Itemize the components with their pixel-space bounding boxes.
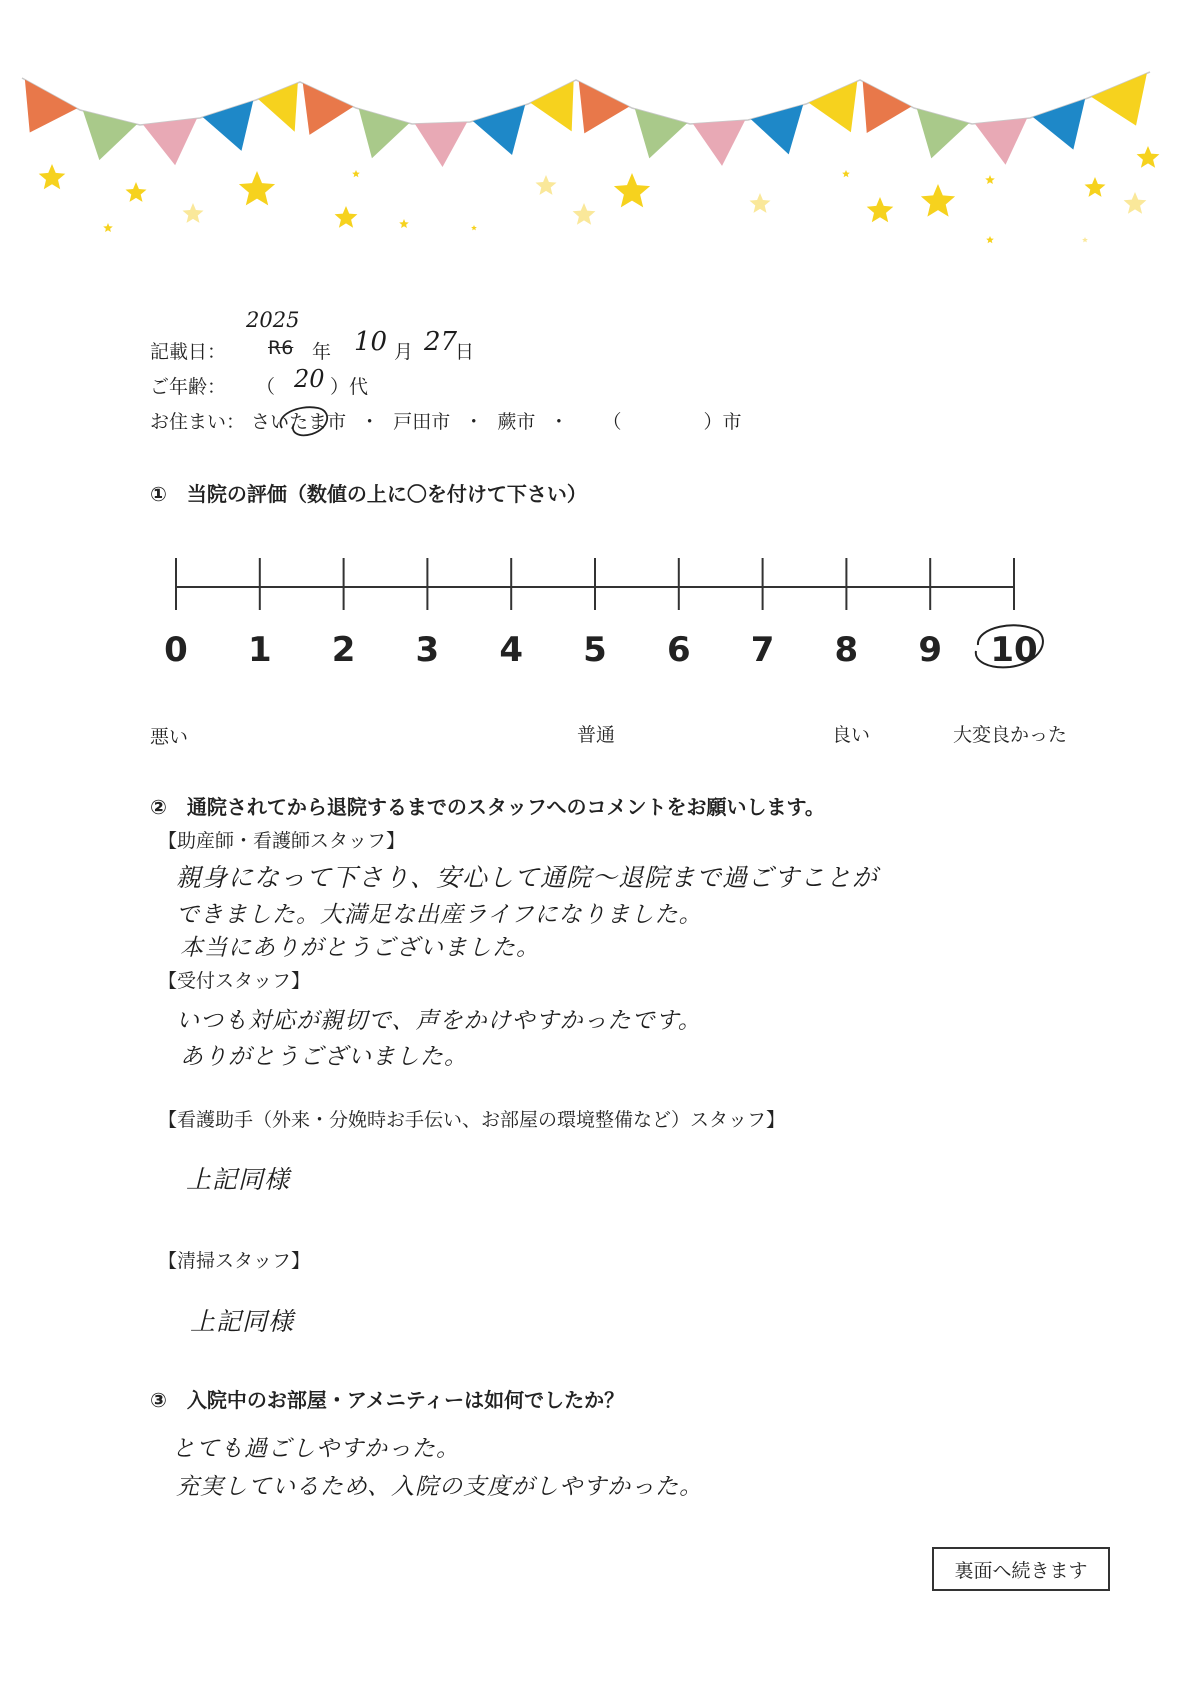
bunting-flag xyxy=(1091,73,1147,125)
rating-number-10: 10 xyxy=(990,630,1038,670)
star-icon xyxy=(183,203,204,223)
label-good: 良い xyxy=(832,724,871,746)
bunting-flag xyxy=(530,81,573,131)
star-icon xyxy=(335,206,358,228)
year-unit: 年 xyxy=(312,341,332,363)
bunting-flag xyxy=(809,81,858,132)
rating-number-4: 4 xyxy=(499,630,524,670)
star-icon xyxy=(1082,237,1088,242)
residence-other-open: （ xyxy=(602,411,622,433)
star-icon xyxy=(842,170,850,177)
reception-comment-line-1: いつも対応が親切で、声をかけやすかったです。 xyxy=(176,1008,702,1034)
q3-comment-line-1: とても過ごしやすかった。 xyxy=(172,1436,460,1462)
date-year-struck: R6 xyxy=(268,337,294,359)
day-unit: 日 xyxy=(455,341,475,363)
bunting-flag xyxy=(143,118,197,165)
star-icon xyxy=(103,223,113,232)
midwife-comment-line-2: できました。大満足な出産ライフになりました。 xyxy=(176,902,703,928)
age-close: ）代 xyxy=(330,376,369,398)
continue-on-back-label: 裏面へ続きます xyxy=(954,1559,1088,1582)
section-cleaning-heading: 【清掃スタッフ】 xyxy=(158,1250,311,1272)
star-icon xyxy=(399,219,409,228)
rating-number-5: 5 xyxy=(583,630,607,670)
continue-on-back-box xyxy=(932,1547,1110,1591)
q3-title: ③ 入院中のお部屋・アメニティーは如何でしたか？ xyxy=(150,1388,625,1412)
star-icon xyxy=(614,173,650,207)
bunting-flag xyxy=(303,83,353,135)
age-handwritten: 20 xyxy=(294,365,325,393)
bunting-flag xyxy=(863,81,912,133)
star-icon xyxy=(750,193,771,213)
label-excellent: 大変良かった xyxy=(953,724,1068,746)
rating-number-8: 8 xyxy=(834,630,859,670)
rating-number-3: 3 xyxy=(415,630,440,670)
bunting-flag xyxy=(1033,99,1085,150)
star-icon xyxy=(1085,177,1106,197)
rating-number-1: 1 xyxy=(247,630,272,670)
residence-row xyxy=(150,407,742,434)
star-icon xyxy=(471,225,477,230)
section-midwife-heading: 【助産師・看護師スタッフ】 xyxy=(158,830,406,852)
stars-decoration xyxy=(39,146,1160,243)
bunting-flag xyxy=(975,118,1027,164)
rating-scale xyxy=(0,540,1190,610)
star-icon xyxy=(352,170,360,177)
star-icon xyxy=(1137,146,1160,168)
section-reception-heading: 【受付スタッフ】 xyxy=(158,970,311,992)
star-icon xyxy=(126,182,147,202)
bunting-flag xyxy=(25,80,77,133)
bunting-flag xyxy=(83,111,137,160)
age-row xyxy=(150,372,226,399)
residence-selection-mark xyxy=(268,398,348,442)
residence-label: お住まい： xyxy=(150,411,246,433)
q2-title: ② 通院されてから退院するまでのスタッフへのコメントをお願いします。 xyxy=(150,795,825,819)
bunting-flag xyxy=(693,120,745,166)
month-unit: 月 xyxy=(394,341,414,363)
date-day-handwritten: 27 xyxy=(424,327,458,357)
residence-separator: ・ xyxy=(464,411,484,433)
age-label: ご年齢： xyxy=(150,376,227,398)
rating-number-2: 2 xyxy=(331,630,356,670)
q3-comment-line-2: 充実しているため、入院の支度がしやすかった。 xyxy=(176,1474,704,1500)
residence-option-toda: 戸田市 xyxy=(393,411,451,433)
star-icon xyxy=(867,197,894,222)
date-label: 記載日： xyxy=(150,341,227,363)
q1-title: ① 当院の評価（数値の上に〇を付けて下さい） xyxy=(150,482,587,506)
bunting-decoration xyxy=(0,0,1190,270)
midwife-comment-line-3: 本当にありがとうございました。 xyxy=(180,935,540,961)
star-icon xyxy=(985,175,995,184)
residence-separator: ・ xyxy=(549,411,569,433)
bunting-flag xyxy=(579,81,629,133)
bunting-flag xyxy=(751,105,803,155)
star-icon xyxy=(986,236,994,243)
age-open: （ xyxy=(256,376,276,398)
residence-option-saitama: さいたま市 xyxy=(251,411,347,433)
bunting-flag xyxy=(415,122,467,167)
rating-number-0: 0 xyxy=(164,630,188,670)
star-icon xyxy=(921,184,955,217)
assistant-comment-line-1: 上記同様 xyxy=(186,1165,291,1194)
rating-ticks xyxy=(176,558,1014,610)
date-year-handwritten: 2025 xyxy=(246,308,300,332)
residence-separator: ・ xyxy=(360,411,380,433)
residence-option-warabi: 蕨市 xyxy=(497,411,536,433)
rating-number-9: 9 xyxy=(918,630,943,670)
label-normal: 普通 xyxy=(577,724,616,746)
star-icon xyxy=(536,175,557,195)
rating-number-6: 6 xyxy=(666,630,691,670)
bunting-flag xyxy=(917,109,969,159)
bunting-flag xyxy=(359,109,409,159)
star-icon xyxy=(39,164,66,189)
star-icon xyxy=(1124,192,1147,214)
bunting-flags xyxy=(22,72,1150,167)
midwife-comment-line-1: 親身になって下さり、安心して通院〜退院まで過ごすことが xyxy=(176,863,879,892)
residence-other-close: ）市 xyxy=(703,411,742,433)
cleaning-comment-line-1: 上記同様 xyxy=(190,1307,295,1336)
rating-number-7: 7 xyxy=(750,630,775,670)
section-assistant-heading: 【看護助手（外来・分娩時お手伝い、お部屋の環境整備など）スタッフ】 xyxy=(158,1109,786,1131)
star-icon xyxy=(239,171,275,205)
star-icon xyxy=(573,203,596,225)
date-row xyxy=(150,337,226,364)
reception-comment-line-2: ありがとうございました。 xyxy=(180,1044,468,1070)
label-bad: 悪い xyxy=(150,726,189,748)
rating-selected-circle xyxy=(968,615,1050,677)
bunting-flag xyxy=(635,109,687,159)
date-month-handwritten: 10 xyxy=(354,327,388,357)
